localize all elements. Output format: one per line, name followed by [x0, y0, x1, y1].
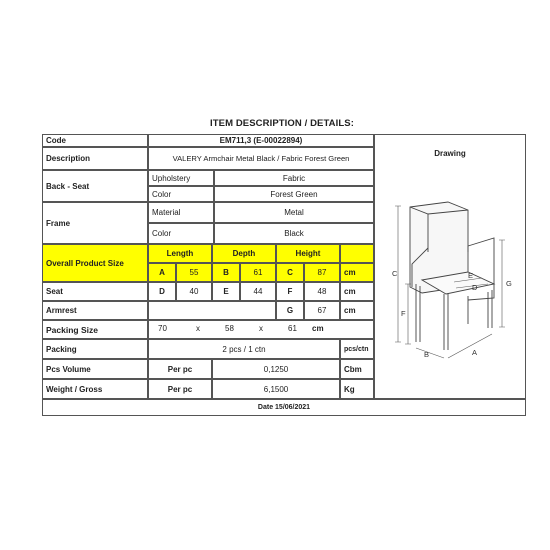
spec-sheet: [42, 134, 526, 416]
packing-label: Packing: [42, 339, 148, 359]
volume-per: Per pc: [148, 359, 212, 379]
upholstery-value: Fabric: [214, 170, 374, 186]
dim-f-letter: F: [276, 282, 304, 301]
weight-unit: Kg: [340, 379, 374, 399]
frame-color-value: Black: [214, 223, 374, 244]
armrest-unit: cm: [340, 301, 374, 320]
volume-unit: Cbm: [340, 359, 374, 379]
dim-d-label: D: [472, 283, 478, 292]
depth-header: Depth: [212, 244, 276, 263]
drawing-header: Drawing: [434, 149, 466, 158]
volume-label: Pcs Volume: [42, 359, 148, 379]
seat-color-value: Forest Green: [214, 186, 374, 202]
packing-x2: x: [259, 324, 263, 333]
dim-e-letter: E: [212, 282, 240, 301]
description-label: Description: [42, 147, 148, 170]
back-seat-label: Back - Seat: [42, 170, 148, 202]
dim-a-value: 55: [176, 263, 212, 282]
dim-a-label: A: [472, 348, 478, 357]
code-value: EM711,3 (E-00022894): [148, 134, 374, 147]
packing-width: 58: [225, 324, 234, 333]
packing-x1: x: [196, 324, 200, 333]
seat-unit: cm: [340, 282, 374, 301]
packing-value: 2 pcs / 1 ctn: [148, 339, 340, 359]
dim-b-letter: B: [212, 263, 240, 282]
packing-size-unit: cm: [312, 324, 324, 333]
dim-c-letter: C: [276, 263, 304, 282]
dim-d-letter: D: [148, 282, 176, 301]
dim-e-value: 44: [240, 282, 276, 301]
description-value: VALERY Armchair Metal Black / Fabric Forest Green: [148, 147, 374, 170]
packing-unit: pcs/ctn: [340, 339, 374, 359]
height-header: Height: [276, 244, 340, 263]
overall-blank: [340, 244, 374, 263]
seat-label: Seat: [42, 282, 148, 301]
weight-label: Weight / Gross: [42, 379, 148, 399]
dim-g-value: 67: [304, 301, 340, 320]
dim-f-label: F: [401, 309, 406, 318]
material-value: Metal: [214, 202, 374, 223]
dim-f-value: 48: [304, 282, 340, 301]
page-title: ITEM DESCRIPTION / DETAILS:: [210, 118, 354, 129]
volume-value: 0,1250: [212, 359, 340, 379]
armrest-blank: [148, 301, 276, 320]
code-label: Code: [42, 134, 148, 147]
dim-a-letter: A: [148, 263, 176, 282]
dim-d-value: 40: [176, 282, 212, 301]
frame-color-label: Color: [148, 223, 214, 244]
overall-size-label: Overall Product Size: [42, 244, 148, 282]
dim-c-label: C: [392, 269, 398, 278]
overall-unit: cm: [340, 263, 374, 282]
material-label: Material: [148, 202, 214, 223]
packing-length: 70: [158, 324, 167, 333]
dim-b-label: B: [424, 350, 430, 359]
dim-e-label: E: [468, 271, 474, 280]
chair-drawing: [382, 192, 522, 362]
frame-label: Frame: [42, 202, 148, 244]
dim-g-label: G: [506, 279, 512, 288]
packing-size-label: Packing Size: [42, 320, 148, 339]
date-row: Date 15/06/2021: [42, 399, 526, 416]
weight-per: Per pc: [148, 379, 212, 399]
dim-g-letter: G: [276, 301, 304, 320]
armrest-label: Armrest: [42, 301, 148, 320]
dim-b-value: 61: [240, 263, 276, 282]
length-header: Length: [148, 244, 212, 263]
dim-c-value: 87: [304, 263, 340, 282]
weight-value: 6,1500: [212, 379, 340, 399]
seat-color-label: Color: [148, 186, 214, 202]
packing-height: 61: [288, 324, 297, 333]
upholstery-label: Upholstery: [148, 170, 214, 186]
